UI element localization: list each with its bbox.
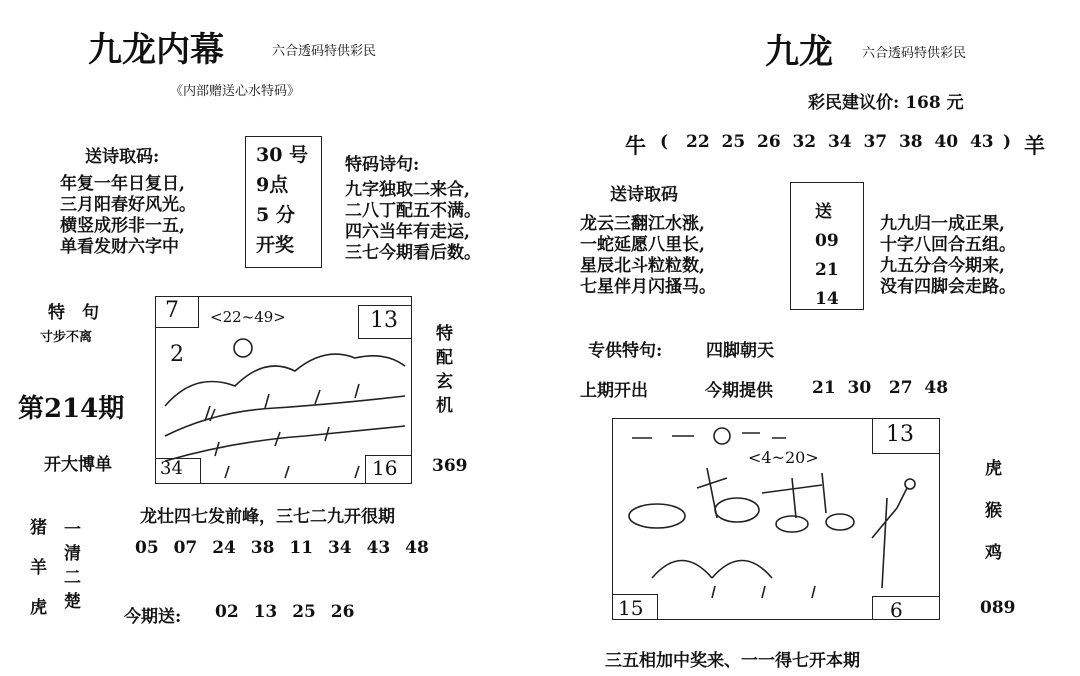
this-issue-label: 今期提供: [705, 381, 773, 401]
yang-label: 羊: [1024, 133, 1045, 158]
poem-line: 年复一年日复日,: [60, 174, 185, 194]
right-poem-lines: [580, 214, 716, 298]
left-number-row: [135, 538, 438, 558]
left-internal-note: 《内部赠送心水特码》: [170, 84, 301, 99]
special-line: 二八丁配五不满。: [345, 201, 481, 221]
poem-line: 一蛇延愿八里长,: [580, 235, 705, 255]
number: 05: [135, 538, 159, 558]
right-poem-label: 送诗取码: [610, 185, 678, 205]
verse-line: 九五分合今期来,: [880, 256, 1005, 276]
special-label: 特码诗句:: [345, 155, 420, 175]
verse-line: 没有四脚会走路。: [880, 277, 1016, 297]
number: 38: [250, 538, 275, 558]
right-pic-corner-6: 6: [890, 598, 903, 622]
qing-chu-char: 清: [64, 544, 81, 564]
right-animals: [985, 448, 1002, 574]
number: 09: [815, 231, 839, 251]
verse-line: 九九归一成正果,: [880, 214, 1005, 234]
animal: 羊: [30, 558, 47, 578]
special-line: 九字独取二来合,: [345, 180, 470, 200]
number: 07: [173, 538, 198, 558]
left-subtitle: 六合透码特供彩民: [272, 44, 377, 59]
right-pic-range: <4~20>: [748, 448, 819, 467]
niu-close-paren: ): [1003, 132, 1012, 152]
left-pic-range: <22~49>: [210, 308, 286, 326]
today-numbers: [215, 602, 363, 622]
draw-number: 30 号: [256, 144, 309, 166]
this-issue-numbers: 21 30 27 48: [812, 378, 949, 398]
verse-line: 十字八回合五组。: [880, 235, 1016, 255]
number: 34: [327, 538, 352, 558]
poem-line: 三月阳春好风光。: [60, 195, 196, 215]
right-side-number: 089: [980, 598, 1016, 618]
number: 43: [366, 538, 391, 558]
special-lines: [345, 180, 481, 264]
te-ju-label: 特 句: [48, 303, 99, 323]
left-pic-label-7: 7: [165, 298, 179, 323]
animal: 虎: [30, 598, 47, 618]
left-title: 九龙内幕: [88, 30, 224, 70]
send-numbers: [815, 198, 839, 314]
poem-line: 单看发财六字中: [60, 237, 179, 257]
left-pic-corner-13: 13: [370, 308, 398, 333]
left-pic-corner-34: 34: [160, 458, 183, 479]
right-scene-drawing: [612, 418, 938, 618]
zhuangong-text: 四脚朝天: [706, 341, 774, 361]
poem-line: 星辰北斗粒粒数,: [580, 256, 705, 276]
draw-hour: 9点: [256, 174, 289, 196]
draw-minute: 5 分: [256, 204, 295, 226]
last-issue-label: 上期开出: [580, 381, 648, 401]
qing-chu-vertical: [64, 518, 81, 614]
number: 13: [253, 602, 278, 622]
special-line: 三七今期看后数。: [345, 243, 481, 263]
poem-line: 龙云三翻江水涨,: [580, 214, 705, 234]
side-vertical-text: [436, 322, 453, 418]
animal: 鸡: [985, 543, 1002, 563]
right-pic-corner-13: 13: [886, 422, 914, 447]
left-side-number: 369: [432, 456, 468, 476]
poem-line: 七星伴月闪搔马。: [580, 277, 716, 297]
qing-chu-char: 一: [64, 520, 81, 540]
right-pic-corner-15: 15: [618, 596, 644, 620]
number: 02: [215, 602, 239, 622]
niu-label: 牛: [625, 133, 646, 158]
niu-open-paren: (: [660, 132, 669, 152]
right-subtitle: 六合透码特供彩民: [862, 46, 967, 61]
side-char: 玄: [436, 372, 453, 392]
left-animals: [30, 508, 47, 628]
cun-bu-label: 寸步不离: [40, 330, 93, 345]
side-char: 特: [436, 324, 453, 344]
number: 21: [815, 260, 839, 280]
number: 48: [405, 538, 429, 558]
zhuangong-label: 专供特句:: [588, 341, 663, 361]
kai-da-label: 开大博单: [44, 455, 112, 475]
number: 26: [330, 602, 355, 622]
special-line: 四六当年有走运,: [345, 222, 470, 242]
left-pic-label-2: 2: [170, 342, 184, 367]
number: 14: [815, 289, 839, 309]
bottom-line: 三五相加中奖来、一一得七开本期: [605, 651, 860, 671]
animal: 虎: [985, 459, 1002, 479]
number: 11: [289, 538, 314, 558]
qing-chu-char: 楚: [64, 592, 81, 612]
side-char: 机: [436, 396, 453, 416]
niu-numbers: 22 25 26 32 34 37 38 40 43: [686, 132, 994, 152]
side-char: 配: [436, 348, 453, 368]
qing-chu-char: 二: [64, 568, 81, 588]
sun-icon: [714, 428, 730, 444]
left-poem-lines: [60, 174, 196, 258]
issue-number: 第214期: [18, 394, 125, 424]
right-verse-lines: [880, 214, 1016, 298]
sun-icon: [234, 339, 252, 357]
draw-label: 开奖: [256, 234, 295, 256]
number: 24: [212, 538, 236, 558]
left-poem-label: 送诗取码:: [85, 147, 160, 167]
left-landscape-drawing: [155, 296, 410, 482]
animal: 猴: [985, 501, 1002, 521]
draw-info: [256, 140, 308, 260]
send-label: 送: [815, 202, 832, 222]
animal: 猪: [30, 518, 47, 538]
poem-line: 横竖成形非一五,: [60, 216, 185, 236]
today-label: 今期送:: [124, 607, 182, 627]
long-zhuang-line: 龙壮四七发前峰，三七二九开很期: [140, 507, 395, 527]
price: 彩民建议价: 168 元: [808, 93, 964, 113]
right-title: 九龙: [765, 32, 833, 72]
number: 25: [292, 602, 316, 622]
left-pic-corner-16: 16: [372, 456, 398, 480]
